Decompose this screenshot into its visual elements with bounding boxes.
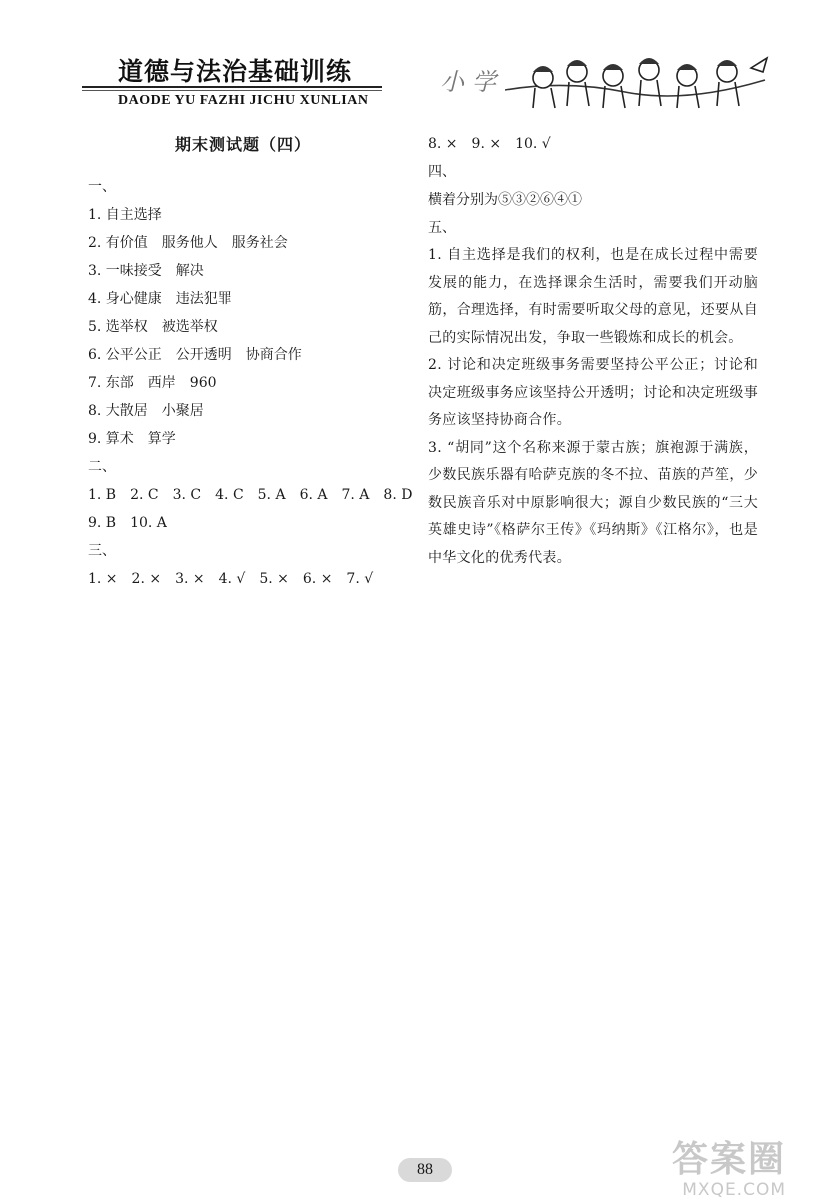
- answer-line: 7. 东部 西岸 960: [88, 375, 217, 391]
- grade-tag: 小学: [440, 68, 504, 96]
- answer-line: 5. 选举权 被选举权: [88, 319, 218, 335]
- test-title: 期末测试题（四）: [174, 135, 311, 154]
- answer-line: 9. B 10. A: [88, 515, 167, 531]
- left-column: [88, 130, 413, 593]
- answer-line: 8. 大散居 小聚居: [88, 403, 204, 419]
- header-rule: [82, 86, 382, 88]
- page-header: [0, 0, 820, 120]
- answer-line: 4. 身心健康 违法犯罪: [88, 291, 232, 307]
- right-column: [428, 130, 758, 572]
- answer-line: 四、: [428, 164, 456, 180]
- answer-line: 二、: [88, 459, 116, 475]
- answer-line: 横着分别为⑤③②⑥④①: [428, 192, 582, 208]
- answer-line: 3. 一味接受 解决: [88, 263, 204, 279]
- watermark-logo: 答案圈: [672, 1139, 787, 1180]
- watermark: [672, 1140, 786, 1200]
- answer-line: 1. B 2. C 3. C 4. C 5. A 6. A 7. A 8. D: [88, 487, 413, 503]
- answer-line: 8. × 9. × 10. √: [428, 136, 551, 152]
- book-title: 道德与法治基础训练: [118, 57, 353, 86]
- children-illustration-icon: [505, 50, 775, 112]
- book-title-pinyin: DAODE YU FAZHI JICHU XUNLIAN: [118, 93, 369, 108]
- answer-line: 1. × 2. × 3. × 4. √ 5. × 6. × 7. √: [88, 571, 374, 587]
- answer-line: 2. 有价值 服务他人 服务社会: [88, 235, 288, 251]
- answer-line: 一、: [88, 179, 116, 195]
- watermark-url: MXQE.COM: [682, 1180, 787, 1200]
- answer-line: 1. 自主选择: [88, 207, 162, 223]
- answer-line: 五、: [428, 220, 456, 236]
- answer-paragraph: 3. “胡同”这个名称来源于蒙古族；旗袍源于满族，少数民族乐器有哈萨克族的冬不拉、苗族的芦笙，少数民族音乐对中原影响很大；源自少数民族的“三大英雄史诗”《格萨尔王传》《玛纳斯》《江格尔》，也是中华文化的优秀代表。: [428, 439, 758, 566]
- answer-paragraph: 2. 讨论和决定班级事务需要坚持公平公正；讨论和决定班级事务应该坚持公开透明；讨论和决定班级事务应该坚持协商合作。: [428, 357, 758, 428]
- answer-line: 6. 公平公正 公开透明 协商合作: [88, 347, 302, 363]
- answer-line: 9. 算术 算学: [88, 431, 176, 447]
- header-rule-thin: [82, 90, 382, 91]
- answer-paragraph: 1. 自主选择是我们的权利，也是在成长过程中需要发展的能力，在选择课余生活时，需要我们开动脑筋，合理选择，有时需要听取父母的意见，还要从自己的实际情况出发，争取一些锻炼和成长的机会。: [428, 247, 758, 346]
- answer-line: 三、: [88, 543, 116, 559]
- page-number: 88: [398, 1158, 452, 1182]
